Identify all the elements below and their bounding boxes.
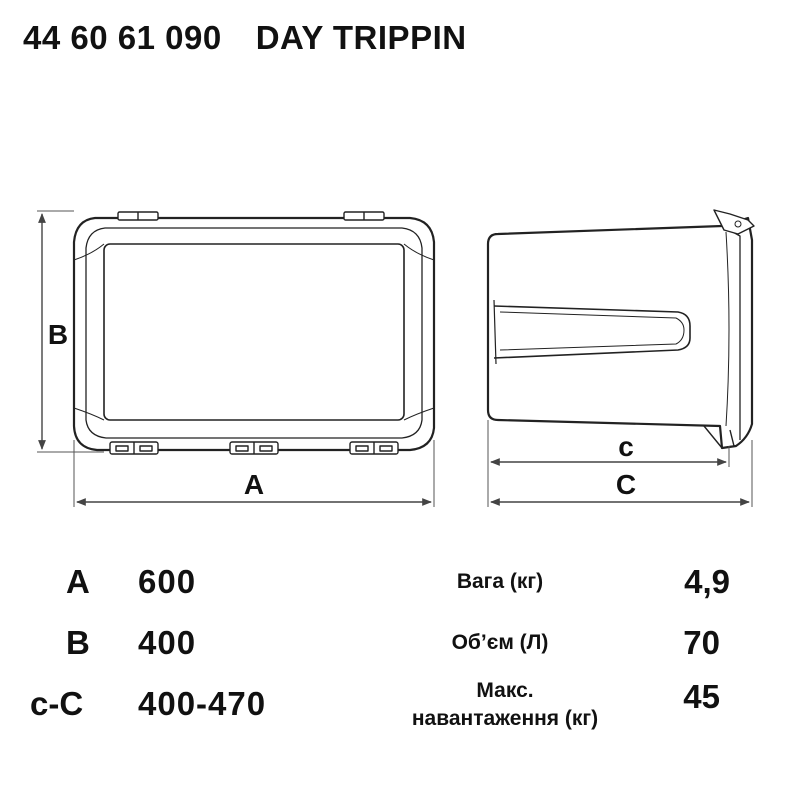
dim-value-a: 600	[138, 563, 197, 600]
side-view-outline	[488, 218, 752, 448]
latch-center	[230, 442, 278, 454]
latch-left	[110, 442, 158, 454]
dim-value-b: 400	[138, 624, 197, 661]
side-handle-outer	[494, 306, 690, 358]
dimension-b-label: B	[47, 319, 69, 350]
top-hinge-left	[118, 212, 158, 220]
front-view	[74, 212, 434, 454]
spec-value-volume: 70	[683, 624, 720, 661]
side-view	[488, 210, 754, 448]
latch-right	[350, 442, 398, 454]
spec-value-max-load: 45	[683, 678, 720, 715]
dimension-a-label: A	[243, 469, 265, 500]
spec-label-max-load-line1: Макс.	[476, 679, 534, 702]
dim-key-a: A	[66, 563, 90, 600]
spec-value-weight: 4,9	[684, 563, 730, 600]
side-latch-top	[714, 210, 754, 234]
dimension-c-short	[488, 420, 729, 467]
spec-label-max-load-line2: навантаження (кг)	[411, 707, 599, 730]
spec-label-weight: Вага (кг)	[456, 570, 544, 593]
side-handle-inner	[494, 300, 496, 364]
front-view-lid-panel	[104, 244, 404, 420]
dim-value-c: 400-470	[138, 685, 267, 722]
dimension-c-short-label: c	[618, 431, 634, 462]
article-number: 44 60 61 090	[23, 19, 222, 56]
top-hinge-right	[344, 212, 384, 220]
front-view-inner-rim	[86, 228, 422, 438]
spec-label-volume: Об’єм (Л)	[451, 631, 549, 654]
dim-key-c: c-C	[30, 685, 84, 722]
front-view-outline	[74, 218, 434, 450]
dimension-c-long-label: C	[615, 469, 637, 500]
side-foot	[704, 426, 734, 448]
dim-key-b: B	[66, 624, 90, 661]
product-name: DAY TRIPPIN	[255, 19, 467, 56]
spec-label-max-load	[380, 677, 630, 733]
